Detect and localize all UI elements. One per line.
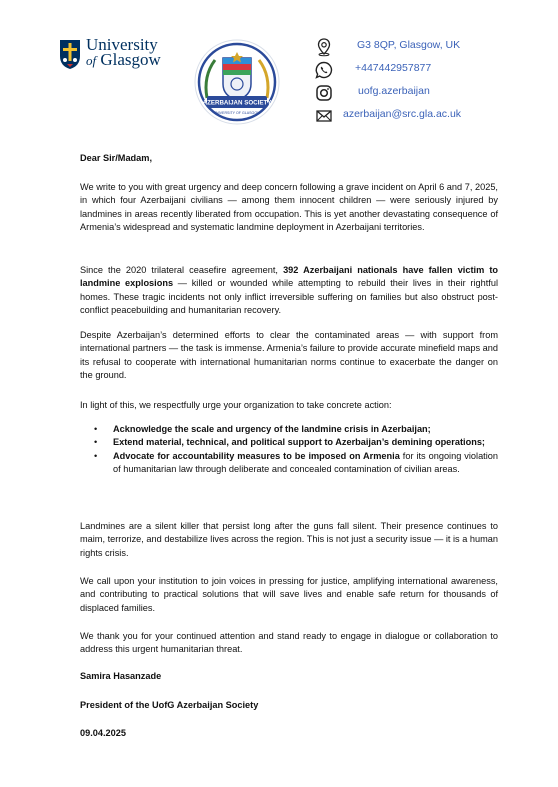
email-text: azerbaijan@src.gla.ac.uk — [343, 108, 462, 120]
bullet-icon: • — [94, 437, 98, 448]
university-wordmark — [86, 37, 161, 68]
paragraph-incident: We write to you with great urgency and deep concern following a grave incident on April 6 and 7, 2025, in which four Azerbaijani civilians — among them innocent children — were seriously injured by landmines in areas recently liberated from occupation. This is yet another devastating consequence of Armenia’s widespread and systematic landmine deployment in Azerbaijani territories. — [80, 182, 498, 232]
university-logo — [58, 35, 178, 78]
victims-highlight: 392 Azerbaijani nationals have fallen victim to landmine explosions — [80, 265, 498, 289]
society-logo-text: AZERBAIJAN SOCIETY — [202, 99, 272, 107]
whatsapp-icon — [314, 60, 334, 80]
paragraph-call-to-action: In light of this, we respectfully urge your organization to take concrete action: — [80, 400, 392, 410]
list-item: • Advocate for accountability measures to be imposed on Armenia for its ongoing violation of humanitarian law through deliberate and concealed contamination of civilian areas. — [94, 450, 498, 474]
envelope-icon — [314, 106, 334, 126]
address-text: G3 8QP, Glasgow, UK — [357, 39, 461, 51]
paragraph-demining-efforts: Despite Azerbaijan’s determined efforts to clear the contaminated areas — with support from international partners — the task is immense. Armenia’s failure to provide accurate minefield maps and its refusal to cooperate with international humanitarian norms continue to exacerbate the danger on the ground. — [80, 330, 498, 380]
university-wordmark-line1: University — [86, 35, 158, 54]
university-crest-icon — [58, 38, 82, 70]
action-list — [80, 423, 498, 476]
paragraph-silent-killer: Landmines are a silent killer that persist long after the guns fall silent. Their presence continues to maim, terrorize, and destabilize lives across the region. This is not just a security issue — it is a human rights crisis. — [80, 521, 498, 558]
greeting: Dear Sir/Madam, — [80, 153, 152, 163]
contact-phone — [314, 60, 524, 80]
bullet-icon: • — [94, 424, 98, 434]
paragraph-closing: We thank you for your continued attention and stand ready to engage in dialogue or collaboration to address this urgent humanitarian threat. — [80, 631, 498, 655]
instagram-text: uofg.azerbaijan — [358, 85, 430, 97]
instagram-icon — [314, 83, 334, 103]
azerbaijan-society-logo — [193, 38, 281, 126]
bullet-icon: • — [94, 450, 98, 461]
signature-name: Samira Hasanzade — [80, 671, 162, 681]
university-wordmark-line2: of Glasgow — [86, 50, 161, 69]
contact-address — [314, 37, 524, 57]
contact-email — [314, 106, 524, 126]
contact-instagram — [314, 83, 524, 103]
map-pin-icon — [314, 37, 334, 57]
paragraph-victims: Since the 2020 trilateral ceasefire agreement, 392 Azerbaijani nationals have fallen victim to landmine explosions — killed or wounded while attempting to rebuild their lives in their rightful homes. These tragic incidents not only inflict irreversible suffering on families but also obstruct post-conflict peacebuilding and humanitarian recovery. — [80, 265, 499, 315]
signature-title: President of the UofG Azerbaijan Society — [80, 700, 259, 710]
letter-date: 09.04.2025 — [80, 728, 126, 738]
list-item: • Acknowledge the scale and urgency of the landmine crisis in Azerbaijan; — [80, 423, 498, 436]
phone-text: +447442957877 — [355, 62, 432, 74]
society-logo-subtext: UNIVERSITY OF GLASGOW — [213, 111, 261, 115]
paragraph-appeal: We call upon your institution to join voices in pressing for justice, amplifying international awareness, and contributing to practical solutions that will save lives and enable safe return for thousands of displaced families. — [80, 576, 498, 613]
list-item: • Extend material, technical, and political support to Azerbaijan’s demining operations; — [80, 436, 498, 449]
